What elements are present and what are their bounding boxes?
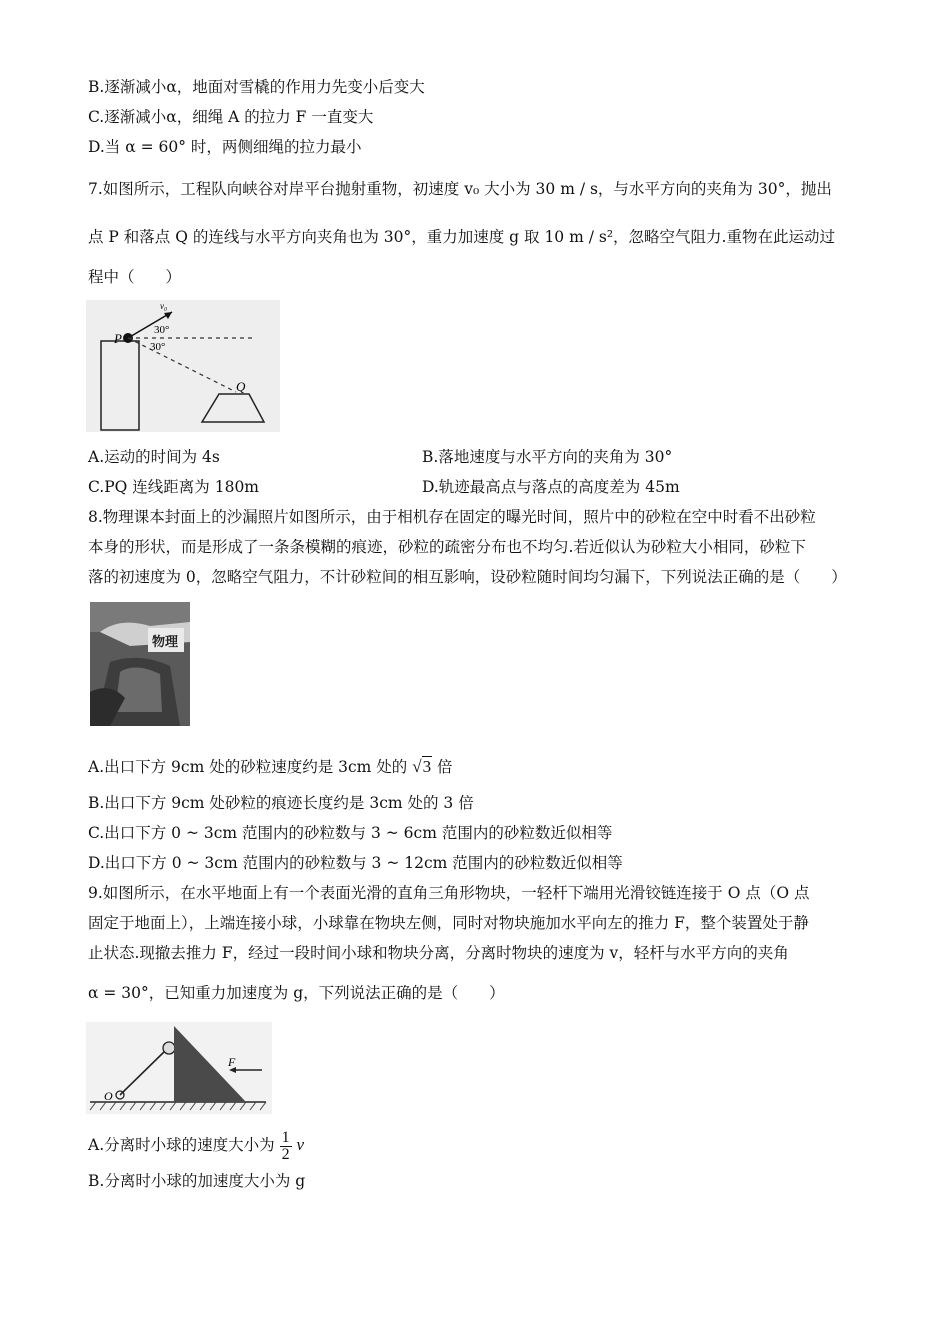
q9-option-a xyxy=(88,1128,304,1163)
q7-option-a: A.运动的时间为 4s xyxy=(88,448,220,466)
q8-option-c: C.出口下方 0 ~ 3cm 范围内的砂粒数与 3 ~ 6cm 范围内的砂粒数近似相等 xyxy=(88,824,613,842)
q9-option-a-text: A.分离时小球的速度大小为 xyxy=(88,1136,275,1154)
q7-stem-line2: 点 P 和落点 Q 的连线与水平方向夹角也为 30°，重力加速度 g 取 10 m / s²，忽略空气阻力.重物在此运动过 xyxy=(88,228,835,246)
q7-figure-svg xyxy=(86,300,280,432)
q8-option-a xyxy=(88,756,453,778)
sqrt-radicand: 3 xyxy=(422,757,432,776)
q9-figure-svg xyxy=(86,1022,272,1114)
q6-option-c: C.逐渐减小α，细绳 A 的拉力 F 一直变大 xyxy=(88,108,374,126)
fraction-numerator: 1 xyxy=(281,1128,290,1146)
q8-stem-line3: 落的初速度为 0，忽略空气阻力，不计砂粒间的相互影响，设砂粒随时间均匀漏下，下列说法正确的是（ ） xyxy=(88,568,847,586)
book-title: 物理 xyxy=(152,635,179,650)
fraction-one-half xyxy=(280,1130,292,1163)
fraction-denominator: 2 xyxy=(281,1145,290,1163)
label-angle-up: 30° xyxy=(154,324,170,336)
q9-stem-line2: 固定于地面上），上端连接小球，小球靠在物块左侧，同时对物块施加水平向左的推力 F，整个装置处于静 xyxy=(88,914,809,932)
q8-option-a-tail: 倍 xyxy=(437,758,453,776)
cliff-left xyxy=(101,341,139,430)
label-p: P xyxy=(114,331,122,346)
q9-stem-line4: α = 30°，已知重力加速度为 g，下列说法正确的是（ ） xyxy=(88,984,505,1002)
pq-dash xyxy=(128,338,236,392)
q9-stem-line1: 9.如图所示，在水平地面上有一个表面光滑的直角三角形物块，一轻杆下端用光滑铰链连接于 O 点（O 点 xyxy=(88,884,810,902)
q7-projectile-figure xyxy=(86,300,280,432)
q7-option-b: B.落地速度与水平方向的夹角为 30° xyxy=(422,448,673,466)
q9-stem-line3: 止状态.现撤去推力 F，经过一段时间小球和物块分离，分离时物块的速度为 v，轻杆与水平方向的夹角 xyxy=(88,944,789,962)
q8-option-d: D.出口下方 0 ~ 3cm 范围内的砂粒数与 3 ~ 12cm 范围内的砂粒数近似相等 xyxy=(88,854,623,872)
q6-option-d: D.当 α = 60° 时，两侧细绳的拉力最小 xyxy=(88,138,362,156)
label-f: F xyxy=(228,1055,236,1069)
q8-hourglass-photo xyxy=(90,602,190,726)
q9-option-b: B.分离时小球的加速度大小为 g xyxy=(88,1172,306,1190)
platform-right xyxy=(202,394,264,422)
q7-stem-line3: 程中（ ） xyxy=(88,268,182,286)
q9-wedge-figure xyxy=(86,1022,272,1114)
q7-option-d: D.轨迹最高点与落点的高度差为 45m xyxy=(422,478,680,496)
q6-option-b: B.逐渐减小α，地面对雪橇的作用力先变小后变大 xyxy=(88,78,425,96)
sqrt-symbol: √3 xyxy=(412,757,432,776)
q9-option-a-var: v xyxy=(296,1135,305,1154)
q8-stem-line1: 8.物理课本封面上的沙漏照片如图所示，由于相机存在固定的曝光时间，照片中的砂粒在空中时看不出砂粒 xyxy=(88,508,816,526)
label-o: O xyxy=(104,1089,113,1103)
light-rod xyxy=(120,1050,166,1095)
small-ball xyxy=(163,1042,175,1054)
ground-hatch xyxy=(90,1102,266,1110)
q8-photo-svg xyxy=(90,602,190,726)
label-q: Q xyxy=(236,379,246,394)
q7-stem-line1: 7.如图所示，工程队向峡谷对岸平台抛射重物，初速度 v₀ 大小为 30 m / s，与水平方向的夹角为 30°，抛出 xyxy=(88,180,832,198)
q8-option-b: B.出口下方 9cm 处砂粒的痕迹长度约是 3cm 处的 3 倍 xyxy=(88,794,474,812)
q8-option-a-text: A.出口下方 9cm 处的砂粒速度约是 3cm 处的 xyxy=(88,758,408,776)
label-angle-down: 30° xyxy=(150,341,166,353)
q7-option-c: C.PQ 连线距离为 180m xyxy=(88,478,260,496)
label-v0: v₀ xyxy=(160,301,168,311)
q8-stem-line2: 本身的形状，而是形成了一条条模糊的痕迹，砂粒的疏密分布也不均匀.若近似认为砂粒大小相同，砂粒下 xyxy=(88,538,806,556)
